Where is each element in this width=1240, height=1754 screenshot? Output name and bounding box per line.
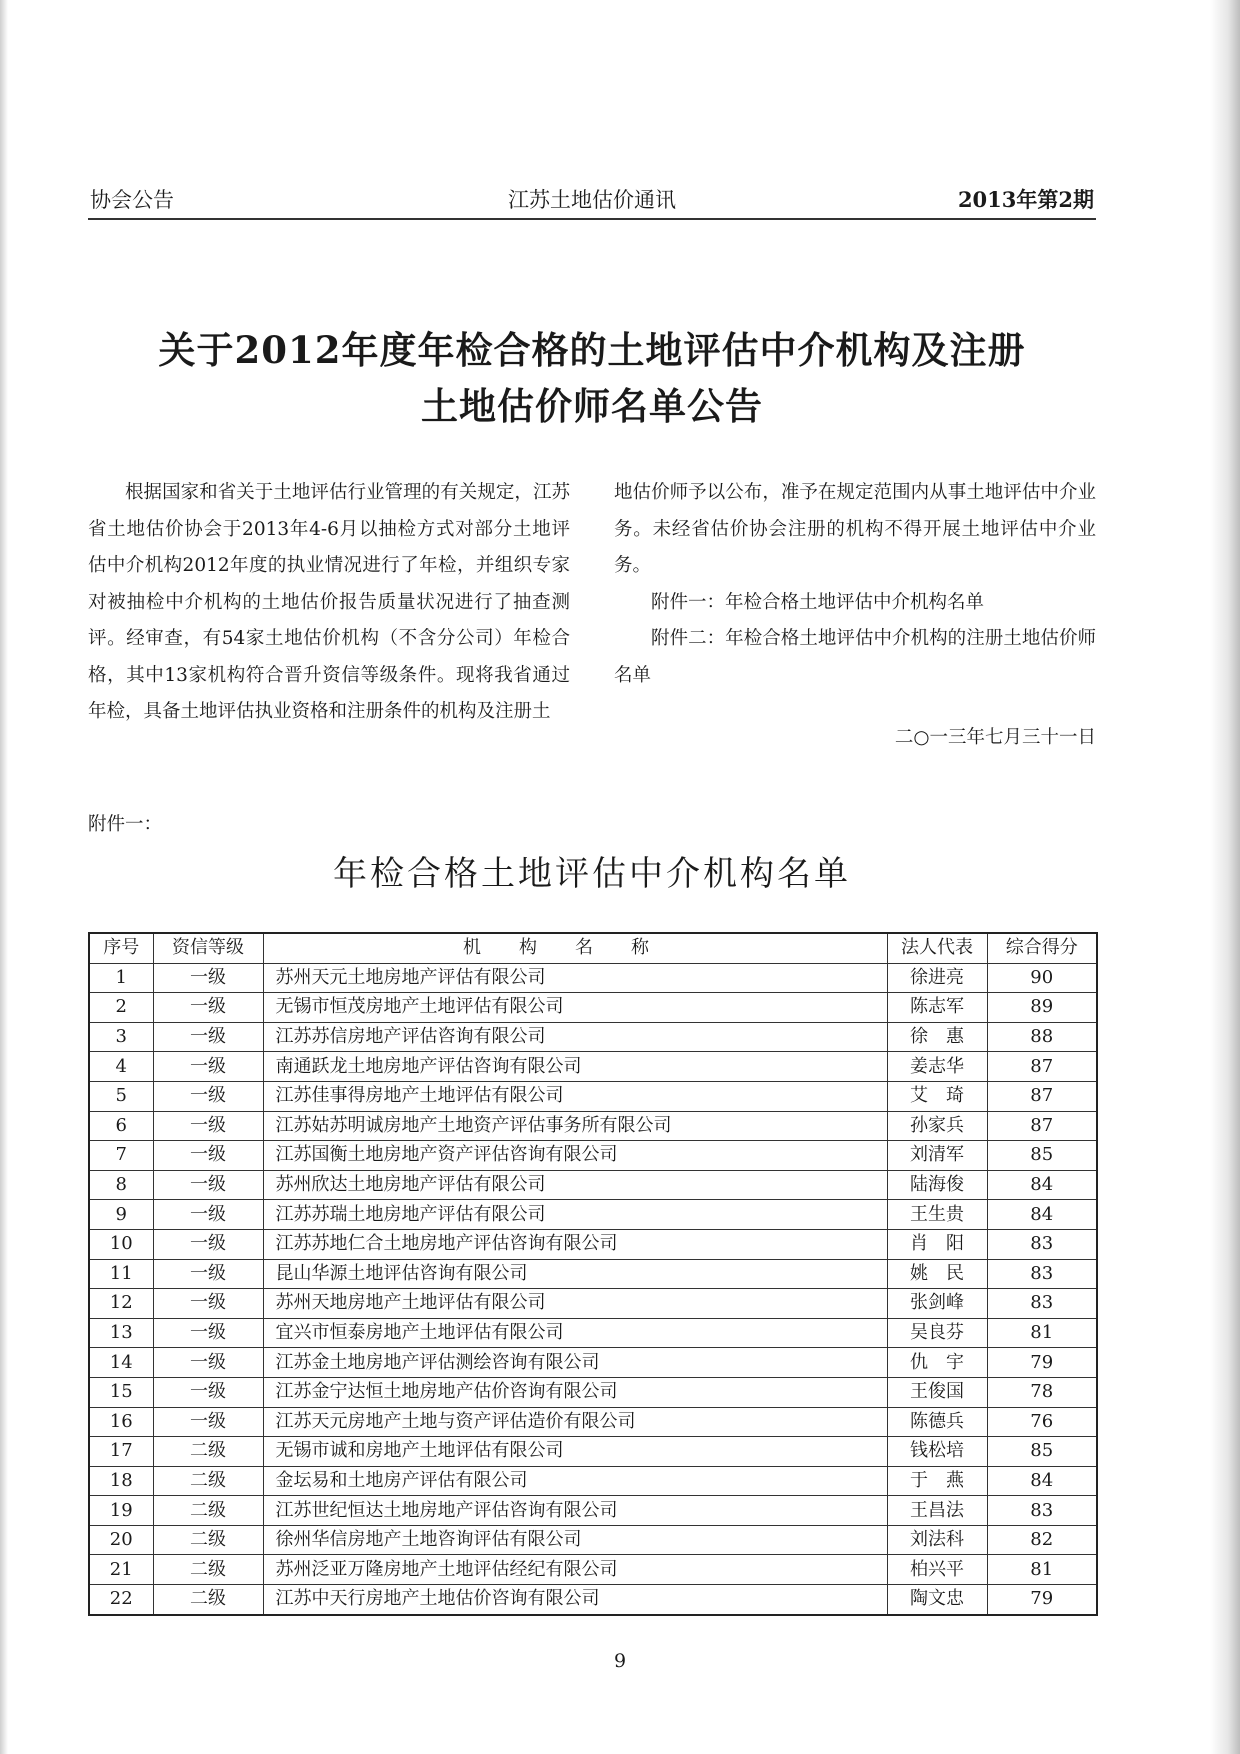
table-row bbox=[89, 1348, 1097, 1378]
table-row bbox=[89, 1289, 1097, 1319]
cell-score: 79 bbox=[987, 1585, 1097, 1615]
cell-seq: 5 bbox=[89, 1081, 153, 1111]
cell-name: 苏州天元土地房地产评估有限公司 bbox=[263, 963, 887, 993]
cell-name: 江苏苏地仁合土地房地产评估咨询有限公司 bbox=[263, 1229, 887, 1259]
cell-representative: 姚 民 bbox=[887, 1259, 987, 1289]
body-paragraph: 根据国家和省关于土地评估行业管理的有关规定，江苏省土地估价协会于2013年4-6月以抽检方式对部分土地评估中介机构2012年度的执业情况进行了年检，并组织专家对被抽检中介机构的土地估价报告质量状况进行了抽查测评。经审查，有54家土地估价机构（不含分公司）年检合格，其中13家机构符合晋升资信等级条件。现将我省通过年检，具备土地评估执业资格和注册条件的机构及注册土 bbox=[88, 482, 570, 722]
cell-representative: 徐 惠 bbox=[887, 1022, 987, 1052]
cell-seq: 18 bbox=[89, 1466, 153, 1496]
cell-grade: 一级 bbox=[153, 963, 263, 993]
table-row bbox=[89, 1466, 1097, 1496]
cell-grade: 二级 bbox=[153, 1585, 263, 1615]
cell-name: 南通跃龙土地房地产评估咨询有限公司 bbox=[263, 1052, 887, 1082]
cell-score: 85 bbox=[987, 1437, 1097, 1467]
cell-score: 76 bbox=[987, 1407, 1097, 1437]
cell-name: 江苏金土地房地产评估测绘咨询有限公司 bbox=[263, 1348, 887, 1378]
cell-seq: 3 bbox=[89, 1022, 153, 1052]
cell-representative: 王生贵 bbox=[887, 1200, 987, 1230]
body-column-right bbox=[614, 475, 1096, 757]
table-row bbox=[89, 1081, 1097, 1111]
table-row bbox=[89, 1141, 1097, 1171]
header-score: 综合得分 bbox=[987, 933, 1097, 963]
cell-seq: 20 bbox=[89, 1525, 153, 1555]
cell-representative: 吴良芬 bbox=[887, 1318, 987, 1348]
cell-grade: 二级 bbox=[153, 1525, 263, 1555]
cell-seq: 21 bbox=[89, 1555, 153, 1585]
cell-grade: 一级 bbox=[153, 1407, 263, 1437]
title-line-2: 土地估价师名单公告 bbox=[421, 384, 763, 428]
page-edge-right bbox=[1210, 0, 1240, 1754]
cell-representative: 柏兴平 bbox=[887, 1555, 987, 1585]
cell-grade: 一级 bbox=[153, 1052, 263, 1082]
cell-representative: 陶文忠 bbox=[887, 1585, 987, 1615]
cell-grade: 一级 bbox=[153, 1289, 263, 1319]
cell-representative: 肖 阳 bbox=[887, 1229, 987, 1259]
cell-score: 84 bbox=[987, 1200, 1097, 1230]
cell-grade: 一级 bbox=[153, 1259, 263, 1289]
list-title: 年检合格土地评估中介机构名单 bbox=[333, 854, 851, 894]
header-publication: 江苏土地估价通讯 bbox=[508, 188, 676, 212]
page-title bbox=[88, 322, 1096, 434]
header-issue: 2013年第2期 bbox=[957, 187, 1094, 212]
cell-score: 82 bbox=[987, 1525, 1097, 1555]
agency-table bbox=[88, 932, 1098, 1616]
cell-name: 金坛易和土地房产评估有限公司 bbox=[263, 1466, 887, 1496]
cell-grade: 二级 bbox=[153, 1466, 263, 1496]
cell-name: 江苏金宁达恒土地房地产估价咨询有限公司 bbox=[263, 1377, 887, 1407]
cell-name: 江苏中天行房地产土地估价咨询有限公司 bbox=[263, 1585, 887, 1615]
cell-seq: 6 bbox=[89, 1111, 153, 1141]
cell-score: 88 bbox=[987, 1022, 1097, 1052]
cell-grade: 一级 bbox=[153, 1141, 263, 1171]
cell-name: 苏州欣达土地房地产评估有限公司 bbox=[263, 1170, 887, 1200]
cell-grade: 二级 bbox=[153, 1496, 263, 1526]
cell-representative: 仇 宇 bbox=[887, 1348, 987, 1378]
table-row bbox=[89, 1585, 1097, 1615]
header-section: 协会公告 bbox=[90, 188, 174, 212]
cell-name: 江苏天元房地产土地与资产评估造价有限公司 bbox=[263, 1407, 887, 1437]
cell-seq: 13 bbox=[89, 1318, 153, 1348]
table-header-row bbox=[89, 933, 1097, 963]
table-row bbox=[89, 963, 1097, 993]
cell-name: 无锡市诚和房地产土地评估有限公司 bbox=[263, 1437, 887, 1467]
cell-seq: 15 bbox=[89, 1377, 153, 1407]
cell-grade: 一级 bbox=[153, 1229, 263, 1259]
cell-seq: 10 bbox=[89, 1229, 153, 1259]
header-representative: 法人代表 bbox=[887, 933, 987, 963]
cell-name: 无锡市恒茂房地产土地评估有限公司 bbox=[263, 993, 887, 1023]
cell-name: 江苏苏信房地产评估咨询有限公司 bbox=[263, 1022, 887, 1052]
cell-grade: 一级 bbox=[153, 1081, 263, 1111]
cell-seq: 19 bbox=[89, 1496, 153, 1526]
cell-representative: 刘清军 bbox=[887, 1141, 987, 1171]
table-row bbox=[89, 1437, 1097, 1467]
table-row bbox=[89, 1111, 1097, 1141]
cell-representative: 刘法科 bbox=[887, 1525, 987, 1555]
cell-name: 江苏苏瑞土地房地产评估有限公司 bbox=[263, 1200, 887, 1230]
body-paragraph-continued: 地估价师予以公布，准予在规定范围内从事土地评估中介业务。未经省估价协会注册的机构不得开展土地评估中介业务。 bbox=[614, 482, 1096, 576]
cell-score: 83 bbox=[987, 1259, 1097, 1289]
cell-name: 昆山华源土地评估咨询有限公司 bbox=[263, 1259, 887, 1289]
table-body bbox=[89, 963, 1097, 1615]
cell-score: 81 bbox=[987, 1318, 1097, 1348]
table-row bbox=[89, 1022, 1097, 1052]
cell-seq: 14 bbox=[89, 1348, 153, 1378]
title-line-1: 关于2012年度年检合格的土地评估中介机构及注册 bbox=[158, 328, 1026, 372]
attachment-2-note: 附件二：年检合格土地评估中介机构的注册土地估价师名单 bbox=[614, 628, 1096, 686]
cell-score: 83 bbox=[987, 1496, 1097, 1526]
cell-grade: 二级 bbox=[153, 1437, 263, 1467]
cell-score: 87 bbox=[987, 1081, 1097, 1111]
page-number: 9 bbox=[613, 1650, 627, 1672]
cell-grade: 一级 bbox=[153, 1111, 263, 1141]
cell-grade: 一级 bbox=[153, 1318, 263, 1348]
table-row bbox=[89, 1377, 1097, 1407]
body-column-left bbox=[88, 475, 570, 731]
attachment-1-note: 附件一：年检合格土地评估中介机构名单 bbox=[651, 591, 985, 613]
cell-score: 78 bbox=[987, 1377, 1097, 1407]
table-row bbox=[89, 1318, 1097, 1348]
cell-name: 宜兴市恒泰房地产土地评估有限公司 bbox=[263, 1318, 887, 1348]
cell-representative: 王俊国 bbox=[887, 1377, 987, 1407]
attachment-label: 附件一： bbox=[88, 814, 163, 835]
cell-seq: 1 bbox=[89, 963, 153, 993]
table-row bbox=[89, 1496, 1097, 1526]
cell-name: 江苏国衡土地房地产资产评估咨询有限公司 bbox=[263, 1141, 887, 1171]
cell-score: 87 bbox=[987, 1052, 1097, 1082]
table-row bbox=[89, 1170, 1097, 1200]
cell-seq: 22 bbox=[89, 1585, 153, 1615]
cell-score: 84 bbox=[987, 1170, 1097, 1200]
table-row bbox=[89, 1525, 1097, 1555]
cell-score: 84 bbox=[987, 1466, 1097, 1496]
cell-name: 苏州天地房地产土地评估有限公司 bbox=[263, 1289, 887, 1319]
cell-seq: 12 bbox=[89, 1289, 153, 1319]
cell-representative: 于 燕 bbox=[887, 1466, 987, 1496]
cell-representative: 姜志华 bbox=[887, 1052, 987, 1082]
table-row bbox=[89, 1052, 1097, 1082]
cell-seq: 11 bbox=[89, 1259, 153, 1289]
cell-name: 徐州华信房地产土地咨询评估有限公司 bbox=[263, 1525, 887, 1555]
page-edge-left bbox=[0, 0, 8, 1754]
cell-representative: 陆海俊 bbox=[887, 1170, 987, 1200]
cell-seq: 4 bbox=[89, 1052, 153, 1082]
cell-seq: 2 bbox=[89, 993, 153, 1023]
cell-representative: 王昌法 bbox=[887, 1496, 987, 1526]
cell-seq: 9 bbox=[89, 1200, 153, 1230]
notice-date: 二○一三年七月三十一日 bbox=[894, 727, 1096, 748]
cell-seq: 17 bbox=[89, 1437, 153, 1467]
cell-representative: 陈志军 bbox=[887, 993, 987, 1023]
cell-name: 江苏世纪恒达土地房地产评估咨询有限公司 bbox=[263, 1496, 887, 1526]
cell-score: 83 bbox=[987, 1229, 1097, 1259]
cell-name: 江苏佳事得房地产土地评估有限公司 bbox=[263, 1081, 887, 1111]
cell-score: 83 bbox=[987, 1289, 1097, 1319]
cell-grade: 一级 bbox=[153, 1022, 263, 1052]
cell-score: 85 bbox=[987, 1141, 1097, 1171]
header-seq: 序号 bbox=[89, 933, 153, 963]
cell-representative: 陈德兵 bbox=[887, 1407, 987, 1437]
cell-score: 90 bbox=[987, 963, 1097, 993]
cell-seq: 8 bbox=[89, 1170, 153, 1200]
table-row bbox=[89, 1200, 1097, 1230]
table-row bbox=[89, 1259, 1097, 1289]
cell-name: 苏州泛亚万隆房地产土地评估经纪有限公司 bbox=[263, 1555, 887, 1585]
cell-grade: 一级 bbox=[153, 1348, 263, 1378]
cell-grade: 一级 bbox=[153, 1377, 263, 1407]
cell-representative: 艾 琦 bbox=[887, 1081, 987, 1111]
cell-score: 87 bbox=[987, 1111, 1097, 1141]
header-name: 机构名称 bbox=[263, 933, 887, 963]
cell-representative: 徐进亮 bbox=[887, 963, 987, 993]
cell-representative: 张剑峰 bbox=[887, 1289, 987, 1319]
cell-seq: 16 bbox=[89, 1407, 153, 1437]
header-rule bbox=[88, 218, 1096, 220]
header-grade: 资信等级 bbox=[153, 933, 263, 963]
cell-score: 89 bbox=[987, 993, 1097, 1023]
table-row bbox=[89, 1555, 1097, 1585]
cell-grade: 一级 bbox=[153, 1170, 263, 1200]
cell-grade: 二级 bbox=[153, 1555, 263, 1585]
cell-score: 81 bbox=[987, 1555, 1097, 1585]
cell-grade: 一级 bbox=[153, 1200, 263, 1230]
cell-score: 79 bbox=[987, 1348, 1097, 1378]
table-row bbox=[89, 1229, 1097, 1259]
table-row bbox=[89, 1407, 1097, 1437]
table-row bbox=[89, 993, 1097, 1023]
cell-name: 江苏姑苏明诚房地产土地资产评估事务所有限公司 bbox=[263, 1111, 887, 1141]
cell-representative: 孙家兵 bbox=[887, 1111, 987, 1141]
cell-grade: 一级 bbox=[153, 993, 263, 1023]
cell-representative: 钱松培 bbox=[887, 1437, 987, 1467]
cell-seq: 7 bbox=[89, 1141, 153, 1171]
